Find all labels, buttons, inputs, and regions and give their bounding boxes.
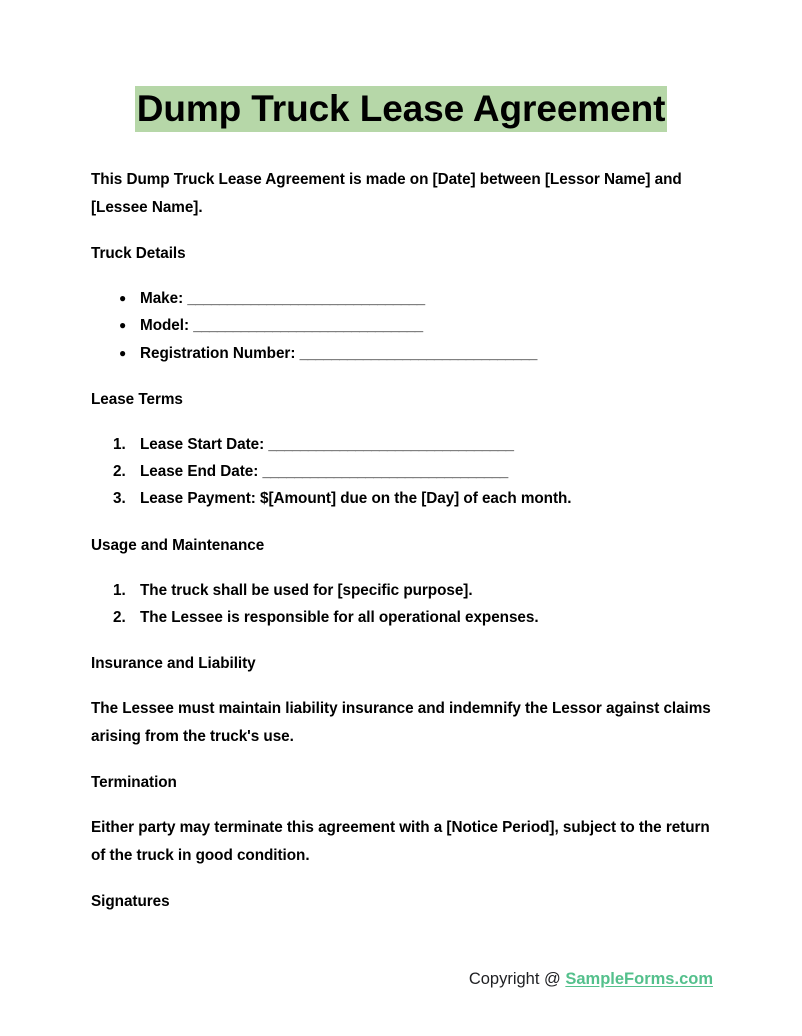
blank-field-lease-start-date[interactable]: _______________________________ (268, 435, 514, 453)
section-heading-signatures: Signatures (91, 893, 170, 911)
bullet-icon: ● (119, 318, 127, 333)
list-number: 1. (113, 435, 126, 453)
list-number: 2. (113, 463, 126, 481)
intro-paragraph: This Dump Truck Lease Agreement is made on [Date] between [Lessor Name] and [Lessee Name]. (91, 171, 682, 216)
document-body (91, 166, 719, 933)
bullet-icon: ● (119, 291, 127, 305)
sampleforms-link[interactable]: SampleForms.com (565, 970, 713, 988)
list-number: 1. (113, 581, 126, 599)
page-title: Dump Truck Lease Agreement (135, 86, 668, 132)
list-number: 3. (113, 490, 126, 508)
usage-maintenance-list (91, 577, 719, 632)
list-item (113, 577, 719, 604)
blank-field-make[interactable]: ______________________________ (187, 290, 425, 307)
blank-field-registration-number[interactable]: ______________________________ (299, 344, 537, 362)
insurance-liability-paragraph: The Lessee must maintain liability insurance and indemnify the Lessor against claims arising from the truck's use. (91, 700, 711, 745)
section-heading-truck-details: Truck Details (91, 245, 186, 262)
section-heading-termination: Termination (91, 774, 177, 792)
bullet-icon: ● (119, 345, 127, 360)
list-item (113, 458, 719, 485)
footer (0, 966, 802, 992)
blank-field-model[interactable]: _____________________________ (193, 317, 423, 335)
section-heading-usage-and-maintenance: Usage and Maintenance (91, 536, 265, 554)
list-item-label: Lease Start Date: (140, 435, 269, 453)
list-item (113, 485, 719, 512)
lease-terms-list (91, 431, 719, 513)
list-item-label: Model: (140, 317, 194, 335)
list-item-label: Lease Payment: $[Amount] due on the [Day] of each month. (140, 490, 572, 508)
copyright-label: Copyright @ (468, 970, 566, 988)
termination-paragraph: Either party may terminate this agreement with a [Notice Period], subject to the return of the truck in good condition. (91, 819, 710, 864)
list-item-label: Lease End Date: (140, 463, 263, 481)
list-item-label: The truck shall be used for [specific purpose]. (140, 581, 473, 599)
section-heading-insurance-and-liability: Insurance and Liability (91, 655, 256, 673)
list-item-label: Registration Number: (140, 344, 300, 362)
truck-details-list (91, 285, 719, 367)
list-item (113, 431, 719, 458)
list-item-label: The Lessee is responsible for all operational expenses. (140, 609, 539, 627)
list-item (113, 604, 719, 631)
list-item (119, 285, 719, 312)
list-item (119, 340, 719, 367)
blank-field-lease-end-date[interactable]: _______________________________ (262, 463, 508, 481)
section-heading-lease-terms: Lease Terms (91, 390, 183, 408)
list-item (119, 312, 719, 339)
document-title-container (0, 86, 802, 132)
list-item-label: Make: (140, 290, 188, 307)
list-number: 2. (113, 609, 126, 627)
